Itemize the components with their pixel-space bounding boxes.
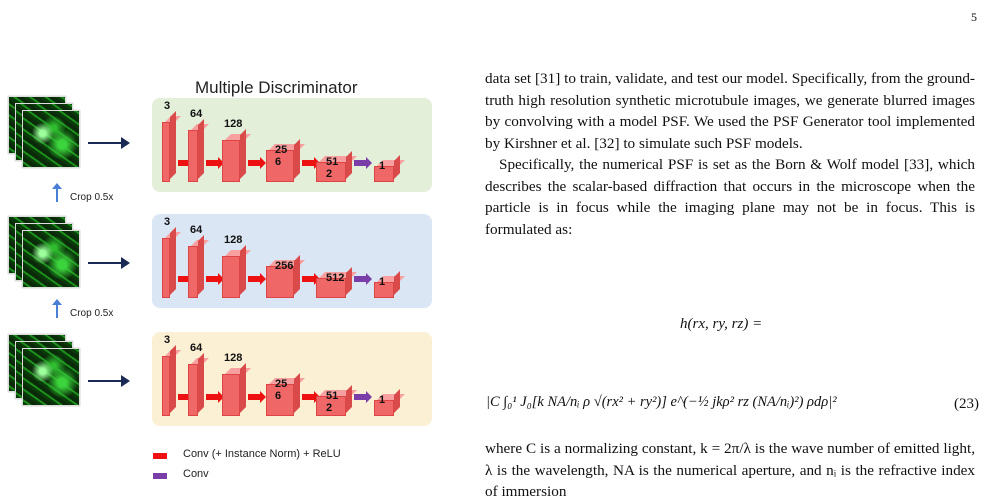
equation-number: (23) [954,396,979,412]
channel-count-label: 25 6 [275,378,288,402]
conv-layer-block [188,130,198,182]
paragraph: Specifically, the numerical PSF is set as the Born & Wolf model [33], which describes the scalar-based diffraction that occurs in the microscope when the particle is in focus while the imaging plane may not be in focus. This is formulated as: [485,156,975,238]
conv-layer-block [162,122,170,182]
page-number: 5 [971,10,977,24]
channel-count-label: 128 [224,234,243,246]
conv-relu-arrow-icon [302,276,314,282]
channel-count-label: 256 [275,260,294,272]
flow-arrow [88,142,128,144]
legend-item-conv: Conv [153,468,209,480]
channel-count-label: 3 [164,216,171,228]
conv-arrow-icon [354,276,366,282]
conv-arrow-icon [354,394,366,400]
conv-relu-arrow-icon [302,394,314,400]
up-arrow-icon [56,304,58,318]
conv-relu-arrow-icon [248,160,260,166]
image-stack [8,96,80,168]
channel-count-label: 25 6 [275,144,288,168]
channel-count-label: 64 [190,108,203,120]
figure-title: Multiple Discriminator [195,78,358,97]
conv-layer-block [188,246,198,298]
image-stack [8,334,80,406]
channel-count-label: 3 [164,334,171,346]
conv-relu-arrow-icon [206,276,218,282]
conv-relu-arrow-icon [248,276,260,282]
up-arrow-icon [56,188,58,202]
conv-relu-arrow-icon [248,394,260,400]
crop-label: Crop 0.5x [70,308,113,319]
conv-layer-block [222,140,240,182]
red-arrow-icon [153,453,167,459]
channel-count-label: 51 2 [326,390,339,414]
purple-arrow-icon [153,473,167,479]
channel-count-label: 64 [190,342,203,354]
conv-layer-block [162,238,170,298]
channel-count-label: 1 [379,276,386,288]
paragraph: data set [31] to train, validate, and test our model. Specifically, from the ground-truth high resolution synthetic microtubule images, we generate blurred images by convolving with a model PSF. We used the PSF Generator tool implemented by Kirshner et al. [32] to simulate such PSF models. [485,70,975,152]
channel-count-label: 1 [379,394,386,406]
image-stack [8,216,80,288]
conv-layer-block [162,356,170,416]
conv-relu-arrow-icon [206,160,218,166]
channel-count-label: 512 [326,272,345,284]
conv-layer-block [222,256,240,298]
paragraph: where C is a normalizing constant, k = 2π/λ is the wave number of emitted light, λ is the wavelength, NA is the numerical aperture, and nᵢ is the refractive index of immersion [485,440,975,500]
figure-multiple-discriminator [0,0,470,503]
flow-arrow [88,262,128,264]
body-text [485,438,975,503]
legend-item-conv-norm-relu: Conv (+ Instance Norm) + ReLU [153,448,341,460]
conv-layer-block [188,364,198,416]
channel-count-label: 64 [190,224,203,236]
channel-count-label: 128 [224,352,243,364]
flow-arrow [88,380,128,382]
conv-relu-arrow-icon [206,394,218,400]
conv-layer-block [222,374,240,416]
conv-relu-arrow-icon [302,160,314,166]
channel-count-label: 1 [379,160,386,172]
equation-rhs: |C ∫₀¹ J₀[k NA/nᵢ ρ √(rx² + ry²)] e^(−½ jkρ² rz (NA/nᵢ)²) ρdρ|² [486,394,837,410]
channel-count-label: 3 [164,100,171,112]
crop-label: Crop 0.5x [70,192,113,203]
body-text [485,68,975,240]
channel-count-label: 51 2 [326,156,339,180]
equation-lhs: h(rx, ry, rz) = [680,316,763,332]
channel-count-label: 128 [224,118,243,130]
conv-arrow-icon [354,160,366,166]
